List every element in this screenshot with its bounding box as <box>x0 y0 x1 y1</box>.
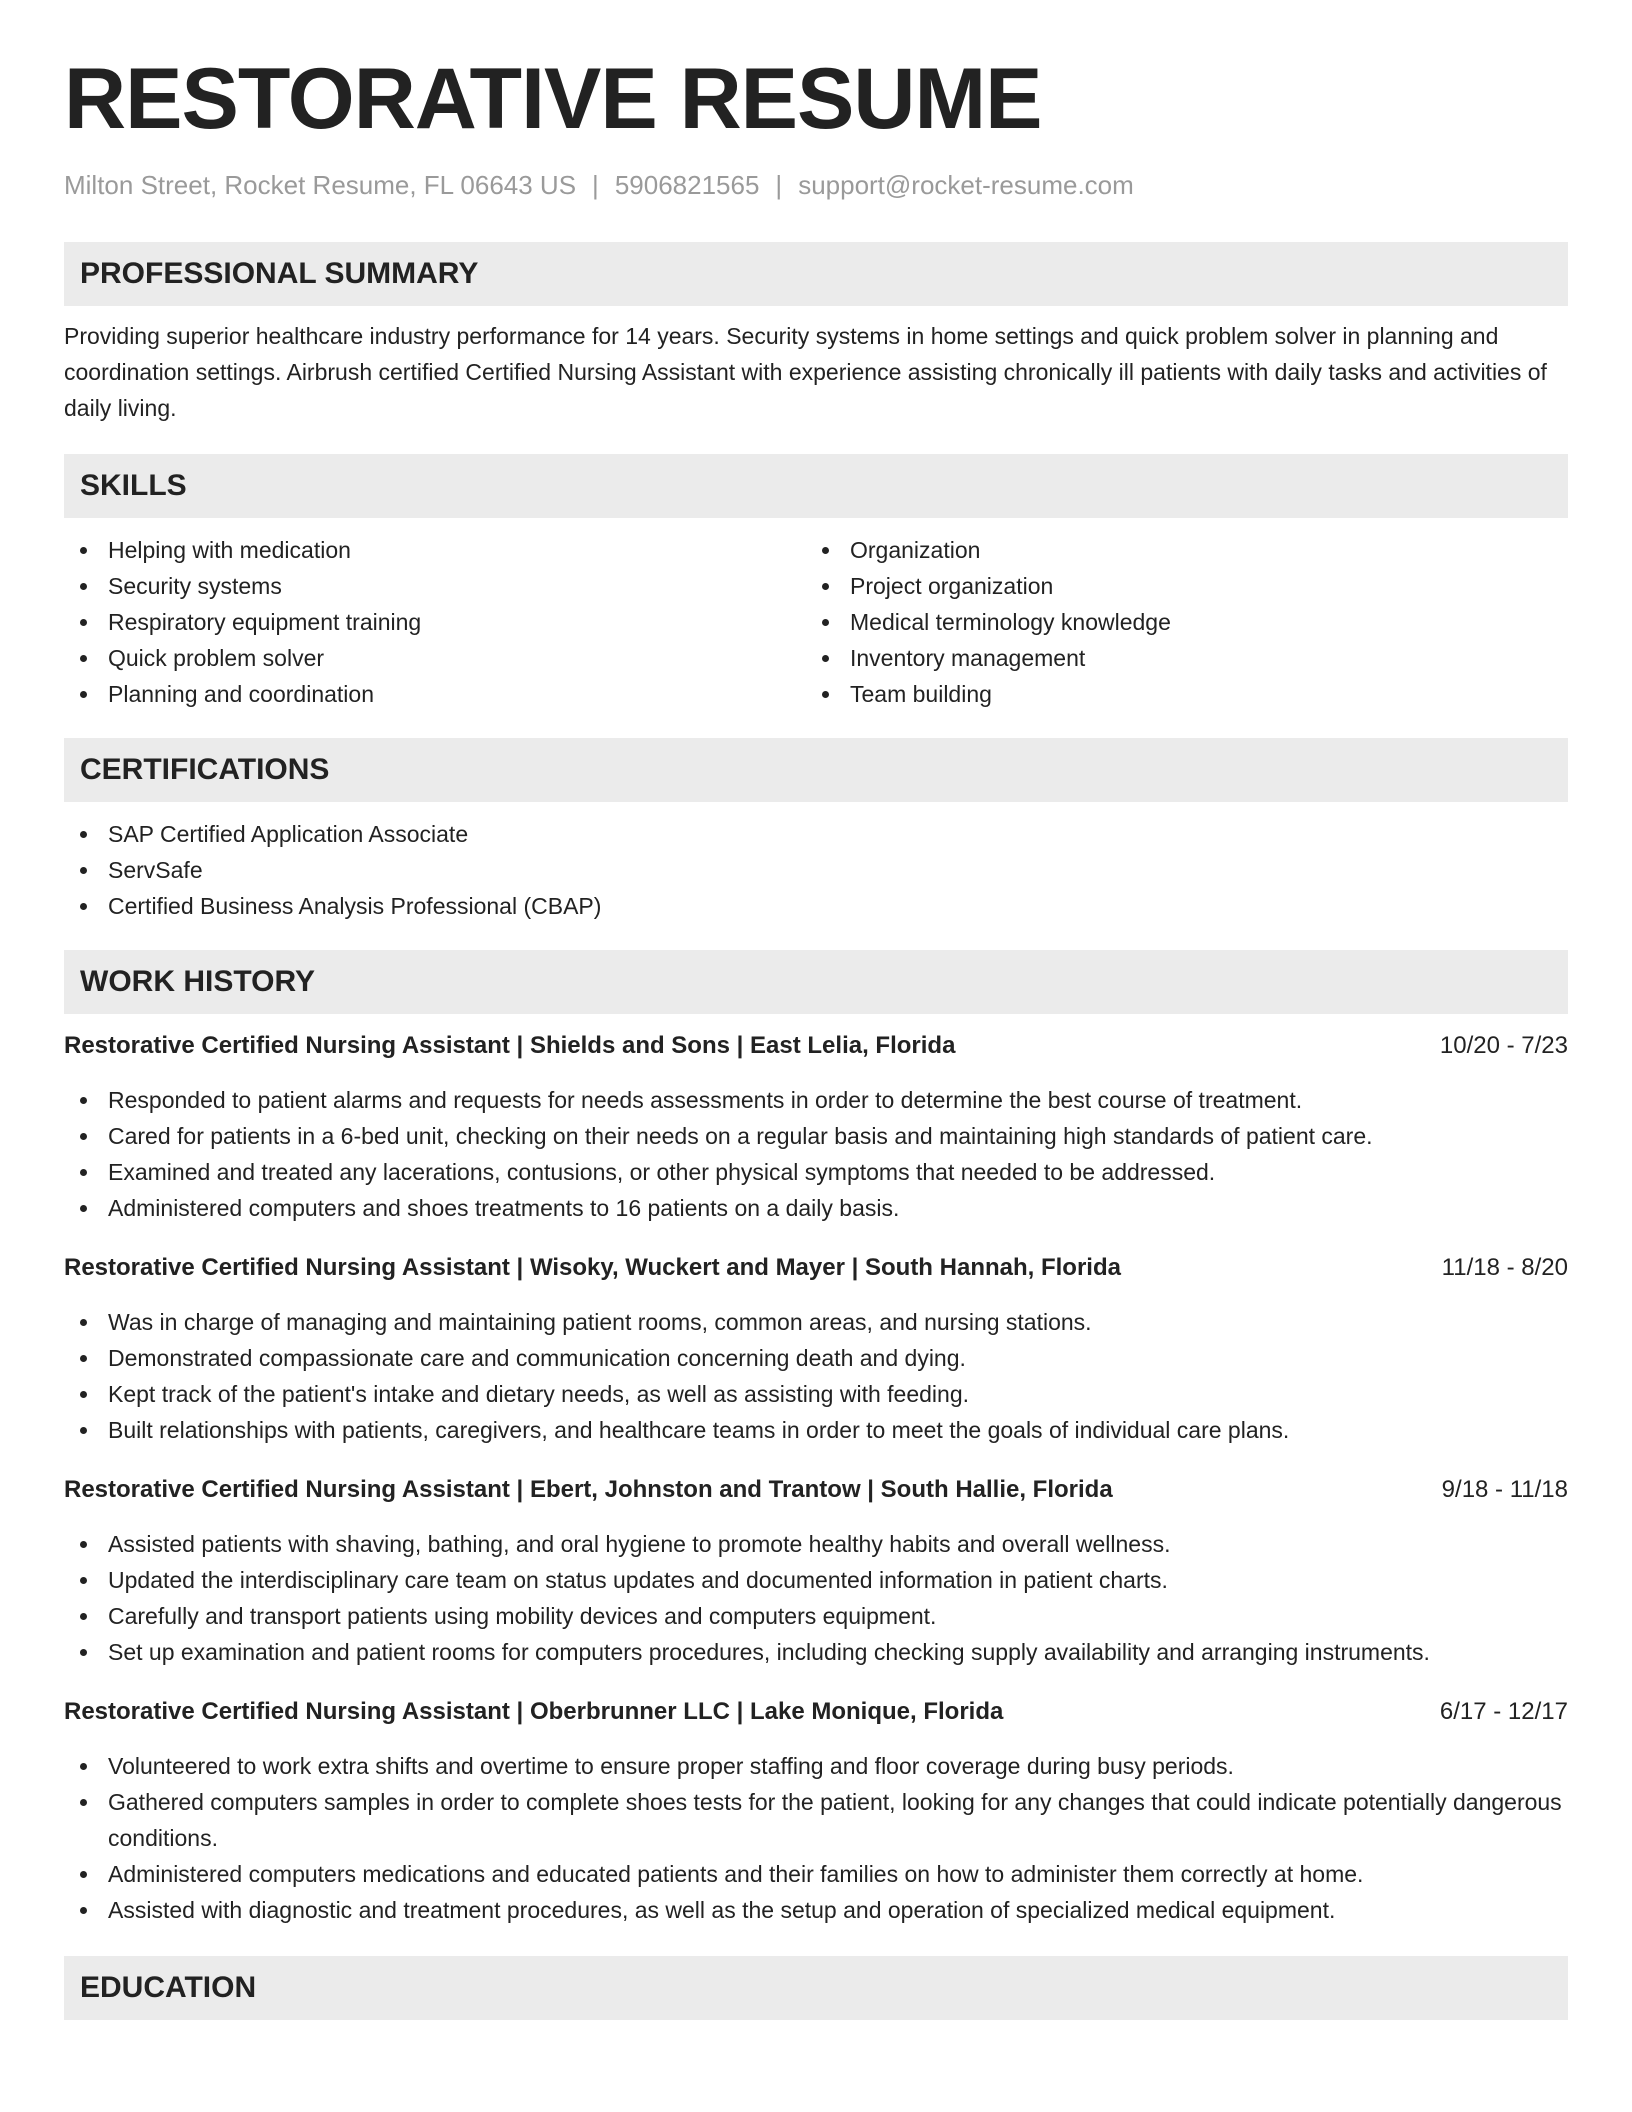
job-bullet: Kept track of the patient's intake and dietary needs, as well as assisting with feeding. <box>64 1376 1568 1412</box>
skill-item: Inventory management <box>806 640 1548 676</box>
skill-item: Medical terminology knowledge <box>806 604 1548 640</box>
skills-column-right <box>806 532 1548 712</box>
skill-item: Team building <box>806 676 1548 712</box>
job-entry <box>64 1472 1568 1670</box>
job-header <box>64 1250 1568 1286</box>
job-dates: 11/18 - 8/20 <box>1441 1254 1568 1281</box>
skill-item: Security systems <box>64 568 806 604</box>
skill-item: Helping with medication <box>64 532 806 568</box>
job-bullet: Gathered computers samples in order to complete shoes tests for the patient, looking for any changes that could indicate potentially dangerous conditions. <box>64 1784 1568 1856</box>
job-bullet: Demonstrated compassionate care and communication concerning death and dying. <box>64 1340 1568 1376</box>
job-header <box>64 1694 1568 1730</box>
contact-line <box>64 168 1568 202</box>
resume-page <box>64 0 1568 2020</box>
resume-name: RESTORATIVE RESUME <box>64 51 1042 147</box>
skill-item: Respiratory equipment training <box>64 604 806 640</box>
section-header-summary: PROFESSIONAL SUMMARY <box>64 242 1568 306</box>
skill-item: Project organization <box>806 568 1548 604</box>
job-title: Restorative Certified Nursing Assistant | Ebert, Johnston and Trantow | South Hallie, Florida <box>64 1476 1113 1503</box>
contact-separator: | <box>592 170 599 200</box>
certification-item: Certified Business Analysis Professional (CBAP) <box>64 888 1568 924</box>
certification-item: SAP Certified Application Associate <box>64 816 1568 852</box>
skills-column-left <box>64 532 806 712</box>
contact-email: support@rocket-resume.com <box>798 170 1134 200</box>
job-dates: 6/17 - 12/17 <box>1439 1698 1568 1725</box>
job-entry <box>64 1028 1568 1226</box>
skill-item: Quick problem solver <box>64 640 806 676</box>
job-bullet: Built relationships with patients, caregivers, and healthcare teams in order to meet the goals of individual care plans. <box>64 1412 1568 1448</box>
job-bullet: Responded to patient alarms and requests for needs assessments in order to determine the best course of treatment. <box>64 1082 1568 1118</box>
job-bullet: Examined and treated any lacerations, contusions, or other physical symptoms that needed to be addressed. <box>64 1154 1568 1190</box>
job-dates: 9/18 - 11/18 <box>1441 1476 1568 1503</box>
job-dates: 10/20 - 7/23 <box>1439 1032 1568 1059</box>
job-bullet: Cared for patients in a 6-bed unit, checking on their needs on a regular basis and maintaining high standards of patient care. <box>64 1118 1568 1154</box>
job-bullets <box>64 1748 1568 1928</box>
job-bullet: Updated the interdisciplinary care team on status updates and documented information in patient charts. <box>64 1562 1568 1598</box>
job-bullets <box>64 1304 1568 1448</box>
job-entry <box>64 1250 1568 1448</box>
job-bullet: Assisted with diagnostic and treatment procedures, as well as the setup and operation of specialized medical equipment. <box>64 1892 1568 1928</box>
skills-list <box>64 532 1568 712</box>
job-bullet: Was in charge of managing and maintaining patient rooms, common areas, and nursing stations. <box>64 1304 1568 1340</box>
job-bullet: Volunteered to work extra shifts and overtime to ensure proper staffing and floor coverage during busy periods. <box>64 1748 1568 1784</box>
section-header-education: EDUCATION <box>64 1956 1568 2020</box>
certification-item: ServSafe <box>64 852 1568 888</box>
section-header-skills: SKILLS <box>64 454 1568 518</box>
job-bullet: Set up examination and patient rooms for computers procedures, including checking supply availability and arranging instruments. <box>64 1634 1568 1670</box>
job-title: Restorative Certified Nursing Assistant | Wisoky, Wuckert and Mayer | South Hannah, Florida <box>64 1254 1121 1281</box>
job-bullet: Assisted patients with shaving, bathing, and oral hygiene to promote healthy habits and overall wellness. <box>64 1526 1568 1562</box>
job-header <box>64 1472 1568 1508</box>
job-title: Restorative Certified Nursing Assistant | Oberbrunner LLC | Lake Monique, Florida <box>64 1698 1004 1725</box>
job-bullets <box>64 1082 1568 1226</box>
section-header-work-history: WORK HISTORY <box>64 950 1568 1014</box>
job-bullet: Administered computers medications and educated patients and their families on how to administer them correctly at home. <box>64 1856 1568 1892</box>
job-bullet: Carefully and transport patients using mobility devices and computers equipment. <box>64 1598 1568 1634</box>
skill-item: Organization <box>806 532 1548 568</box>
job-title: Restorative Certified Nursing Assistant | Shields and Sons | East Lelia, Florida <box>64 1032 956 1059</box>
job-bullets <box>64 1526 1568 1670</box>
contact-separator: | <box>775 170 783 200</box>
certifications-list <box>64 816 1568 924</box>
job-header <box>64 1028 1568 1064</box>
contact-address: Milton Street, Rocket Resume, FL 06643 US <box>64 170 577 200</box>
job-entry <box>64 1694 1568 1928</box>
skill-item: Planning and coordination <box>64 676 806 712</box>
contact-phone: 5906821565 <box>614 170 760 200</box>
section-header-certifications: CERTIFICATIONS <box>64 738 1568 802</box>
summary-text: Providing superior healthcare industry performance for 14 years. Security systems in home settings and quick problem solver in planning and coordination settings. Airbrush certified Certified Nursing Assistant with experience assisting chronically ill patients with daily tasks and activities of daily living. <box>64 323 1547 421</box>
job-bullet: Administered computers and shoes treatments to 16 patients on a daily basis. <box>64 1190 1568 1226</box>
